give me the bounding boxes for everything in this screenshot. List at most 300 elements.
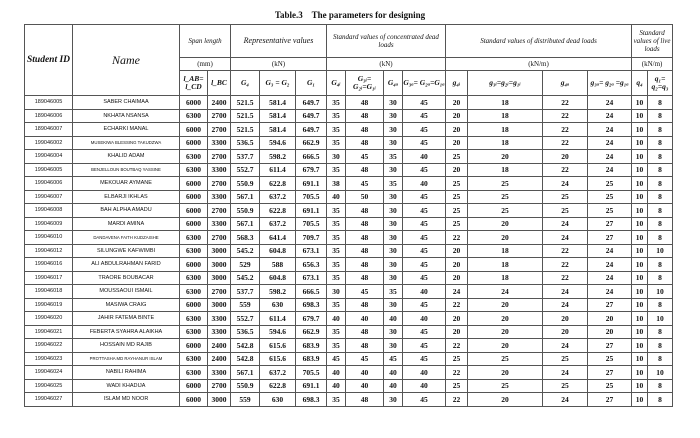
value-cell: 22 <box>543 163 588 177</box>
value-cell: 35 <box>327 217 346 231</box>
value-cell: 45 <box>403 109 446 123</box>
value-cell: 20 <box>468 393 543 407</box>
student-id-cell: 189046005 <box>25 96 73 110</box>
value-cell: 10 <box>632 177 648 191</box>
value-cell: 615.6 <box>260 352 296 366</box>
value-cell: 40 <box>384 366 403 380</box>
value-cell: 45 <box>403 123 446 137</box>
value-cell: 20 <box>446 136 468 150</box>
table-row <box>25 285 673 299</box>
value-cell: 24 <box>543 366 588 380</box>
value-cell: 598.2 <box>260 285 296 299</box>
table-row <box>25 271 673 285</box>
value-cell: 6000 <box>180 258 208 272</box>
value-cell: 542.8 <box>231 352 260 366</box>
value-cell: 30 <box>384 258 403 272</box>
value-cell: 24 <box>588 109 632 123</box>
caption-title: The parameters for designing <box>311 10 426 20</box>
value-cell: 691.1 <box>296 379 327 393</box>
value-cell: 8 <box>648 96 673 110</box>
value-cell: 35 <box>384 150 403 164</box>
value-cell: 8 <box>648 163 673 177</box>
value-cell: 10 <box>632 204 648 218</box>
header-distributed-loads: Standard values of distributed dead loads <box>446 25 632 58</box>
student-name-cell: ISLAM MD NOOR <box>73 393 180 407</box>
value-cell: 22 <box>543 244 588 258</box>
value-cell: 30 <box>384 136 403 150</box>
value-cell: 8 <box>648 177 673 191</box>
value-cell: 18 <box>468 123 543 137</box>
value-cell: 698.3 <box>296 393 327 407</box>
unit-knm-distributed: (kN/m) <box>446 58 632 71</box>
value-cell: 536.5 <box>231 325 260 339</box>
student-name-cell: MEKOUAR AYMANE <box>73 177 180 191</box>
value-cell: 35 <box>327 339 346 353</box>
value-cell: 25 <box>543 190 588 204</box>
value-cell: 10 <box>632 136 648 150</box>
value-cell: 45 <box>403 190 446 204</box>
value-cell: 40 <box>327 190 346 204</box>
value-cell: 48 <box>346 123 384 137</box>
value-cell: 568.3 <box>231 231 260 245</box>
value-cell: 705.5 <box>296 190 327 204</box>
value-cell: 40 <box>403 312 446 326</box>
header-live-loads: Standard values of live loads <box>632 25 673 58</box>
value-cell: 705.5 <box>296 217 327 231</box>
value-cell: 18 <box>468 271 543 285</box>
value-cell: 630 <box>260 393 296 407</box>
value-cell: 20 <box>468 339 543 353</box>
value-cell: 40 <box>346 366 384 380</box>
student-name-cell: SABER CHAIMAA <box>73 96 180 110</box>
value-cell: 25 <box>468 204 543 218</box>
value-cell: 6300 <box>180 163 208 177</box>
student-name-cell: BENJELLOUN BOUTBAQ YASSINE <box>73 163 180 177</box>
value-cell: 22 <box>446 231 468 245</box>
value-cell: 45 <box>327 352 346 366</box>
value-cell: 35 <box>327 258 346 272</box>
value-cell: 45 <box>403 163 446 177</box>
student-name-cell: MARDI AMINA <box>73 217 180 231</box>
value-cell: 622.8 <box>260 204 296 218</box>
value-cell: 18 <box>468 244 543 258</box>
value-cell: 48 <box>346 325 384 339</box>
value-cell: 45 <box>403 298 446 312</box>
value-cell: 22 <box>543 96 588 110</box>
value-cell: 2400 <box>208 339 231 353</box>
value-cell: 35 <box>327 244 346 258</box>
value-cell: 6300 <box>180 150 208 164</box>
student-id-cell: 199046002 <box>25 136 73 150</box>
value-cell: 48 <box>346 244 384 258</box>
value-cell: 542.8 <box>231 339 260 353</box>
table-row <box>25 109 673 123</box>
student-id-cell: 199046016 <box>25 258 73 272</box>
value-cell: 24 <box>588 136 632 150</box>
value-cell: 10 <box>648 285 673 299</box>
value-cell: 45 <box>403 325 446 339</box>
value-cell: 24 <box>446 285 468 299</box>
value-cell: 45 <box>403 393 446 407</box>
value-cell: 48 <box>346 258 384 272</box>
value-cell: 40 <box>403 379 446 393</box>
value-cell: 6300 <box>180 271 208 285</box>
value-cell: 24 <box>588 271 632 285</box>
table-row <box>25 258 673 272</box>
value-cell: 683.9 <box>296 339 327 353</box>
value-cell: 673.1 <box>296 244 327 258</box>
value-cell: 611.4 <box>260 163 296 177</box>
value-cell: 8 <box>648 190 673 204</box>
student-id-cell: 199046020 <box>25 312 73 326</box>
value-cell: 20 <box>543 325 588 339</box>
table-row <box>25 366 673 380</box>
value-cell: 691.1 <box>296 204 327 218</box>
value-cell: 8 <box>648 204 673 218</box>
value-cell: 6300 <box>180 285 208 299</box>
value-cell: 10 <box>648 366 673 380</box>
value-cell: 27 <box>588 393 632 407</box>
value-cell: 35 <box>327 231 346 245</box>
value-cell: 8 <box>648 271 673 285</box>
value-cell: 6000 <box>180 204 208 218</box>
value-cell: 10 <box>632 123 648 137</box>
value-cell: 40 <box>384 312 403 326</box>
student-name-cell: NKHATA NSANSA <box>73 109 180 123</box>
student-id-cell: 199046022 <box>25 339 73 353</box>
value-cell: 25 <box>468 190 543 204</box>
value-cell: 550.9 <box>231 379 260 393</box>
value-cell: 30 <box>384 96 403 110</box>
value-cell: 691.1 <box>296 177 327 191</box>
value-cell: 567.1 <box>231 366 260 380</box>
value-cell: 2700 <box>208 204 231 218</box>
header-name: Name <box>73 25 180 96</box>
value-cell: 521.5 <box>231 109 260 123</box>
value-cell: 567.1 <box>231 190 260 204</box>
value-cell: 40 <box>384 379 403 393</box>
value-cell: 25 <box>588 177 632 191</box>
table-row <box>25 204 673 218</box>
value-cell: 35 <box>327 96 346 110</box>
value-cell: 698.3 <box>296 298 327 312</box>
table-row <box>25 190 673 204</box>
value-cell: 20 <box>468 366 543 380</box>
value-cell: 20 <box>446 96 468 110</box>
value-cell: 3300 <box>208 136 231 150</box>
student-name-cell: HOSSAIN MD RAJIB <box>73 339 180 353</box>
student-id-cell: 199046007 <box>25 190 73 204</box>
value-cell: 6000 <box>180 190 208 204</box>
parameters-table <box>24 24 673 407</box>
value-cell: 649.7 <box>296 123 327 137</box>
value-cell: 30 <box>384 339 403 353</box>
column-header: l_BC <box>208 71 231 96</box>
value-cell: 45 <box>403 204 446 218</box>
value-cell: 35 <box>327 136 346 150</box>
value-cell: 20 <box>588 312 632 326</box>
header-concentrated-loads: Standard values of concentrated dead loads <box>327 25 446 58</box>
value-cell: 8 <box>648 379 673 393</box>
value-cell: 604.8 <box>260 271 296 285</box>
table-row <box>25 298 673 312</box>
student-id-cell: 189046007 <box>25 123 73 137</box>
value-cell: 6000 <box>180 379 208 393</box>
value-cell: 25 <box>588 352 632 366</box>
value-cell: 24 <box>543 285 588 299</box>
value-cell: 673.1 <box>296 271 327 285</box>
student-id-cell: 199046006 <box>25 177 73 191</box>
value-cell: 594.6 <box>260 136 296 150</box>
value-cell: 550.9 <box>231 177 260 191</box>
value-cell: 8 <box>648 231 673 245</box>
value-cell: 45 <box>403 258 446 272</box>
value-cell: 18 <box>468 163 543 177</box>
value-cell: 552.7 <box>231 163 260 177</box>
value-cell: 48 <box>346 393 384 407</box>
value-cell: 10 <box>632 271 648 285</box>
value-cell: 3000 <box>208 271 231 285</box>
value-cell: 683.9 <box>296 352 327 366</box>
value-cell: 10 <box>632 298 648 312</box>
value-cell: 30 <box>384 163 403 177</box>
table-row <box>25 339 673 353</box>
student-name-cell: DANDAVENA FAITH KUDZAISHE <box>73 231 180 245</box>
value-cell: 24 <box>588 244 632 258</box>
value-cell: 6000 <box>180 123 208 137</box>
value-cell: 40 <box>403 177 446 191</box>
value-cell: 550.9 <box>231 204 260 218</box>
student-name-cell: MOUSSAOUI ISMAIL <box>73 285 180 299</box>
value-cell: 20 <box>446 258 468 272</box>
value-cell: 521.5 <box>231 96 260 110</box>
value-cell: 10 <box>632 352 648 366</box>
student-id-cell: 199046008 <box>25 204 73 218</box>
value-cell: 45 <box>403 244 446 258</box>
value-cell: 6300 <box>180 352 208 366</box>
table-row <box>25 136 673 150</box>
value-cell: 537.7 <box>231 285 260 299</box>
value-cell: 20 <box>446 123 468 137</box>
value-cell: 3300 <box>208 366 231 380</box>
value-cell: 529 <box>231 258 260 272</box>
value-cell: 6000 <box>180 136 208 150</box>
value-cell: 25 <box>446 150 468 164</box>
student-id-cell: 199046018 <box>25 285 73 299</box>
value-cell: 35 <box>384 285 403 299</box>
value-cell: 10 <box>632 312 648 326</box>
value-cell: 588 <box>260 258 296 272</box>
value-cell: 48 <box>346 298 384 312</box>
value-cell: 48 <box>346 231 384 245</box>
value-cell: 45 <box>403 339 446 353</box>
value-cell: 35 <box>327 298 346 312</box>
value-cell: 594.6 <box>260 325 296 339</box>
value-cell: 8 <box>648 217 673 231</box>
caption-label: Table.3 <box>274 10 303 20</box>
column-header: G₃ᵢ= G₂ᵢ=G₁ᵢ <box>346 71 384 96</box>
value-cell: 581.4 <box>260 123 296 137</box>
value-cell: 35 <box>327 109 346 123</box>
student-name-cell: FEBERTA SYAHRA ALAIKHA <box>73 325 180 339</box>
value-cell: 3000 <box>208 244 231 258</box>
value-cell: 641.4 <box>260 231 296 245</box>
value-cell: 598.2 <box>260 150 296 164</box>
value-cell: 6300 <box>180 244 208 258</box>
value-cell: 25 <box>446 204 468 218</box>
value-cell: 8 <box>648 109 673 123</box>
value-cell: 3300 <box>208 190 231 204</box>
value-cell: 25 <box>446 217 468 231</box>
value-cell: 30 <box>327 285 346 299</box>
value-cell: 25 <box>543 352 588 366</box>
value-cell: 3300 <box>208 325 231 339</box>
value-cell: 3300 <box>208 163 231 177</box>
column-header: q₁= q₂=q₃ <box>648 71 673 96</box>
value-cell: 24 <box>543 393 588 407</box>
value-cell: 27 <box>588 298 632 312</box>
value-cell: 25 <box>468 177 543 191</box>
table-row <box>25 244 673 258</box>
value-cell: 10 <box>632 231 648 245</box>
table-row <box>25 393 673 407</box>
value-cell: 6000 <box>180 393 208 407</box>
unit-kn-concentrated: (kN) <box>327 58 446 71</box>
value-cell: 20 <box>468 312 543 326</box>
value-cell: 30 <box>384 190 403 204</box>
value-cell: 611.4 <box>260 312 296 326</box>
value-cell: 48 <box>346 109 384 123</box>
value-cell: 6000 <box>180 339 208 353</box>
value-cell: 10 <box>632 393 648 407</box>
value-cell: 637.2 <box>260 217 296 231</box>
value-cell: 24 <box>543 339 588 353</box>
value-cell: 45 <box>403 231 446 245</box>
student-name-cell: BAH ALPHA AMADU <box>73 204 180 218</box>
value-cell: 545.2 <box>231 244 260 258</box>
value-cell: 2400 <box>208 96 231 110</box>
student-id-cell: 199046005 <box>25 163 73 177</box>
value-cell: 622.8 <box>260 177 296 191</box>
value-cell: 8 <box>648 136 673 150</box>
value-cell: 18 <box>468 136 543 150</box>
value-cell: 24 <box>588 96 632 110</box>
value-cell: 6000 <box>180 177 208 191</box>
value-cell: 24 <box>543 231 588 245</box>
table-row <box>25 123 673 137</box>
value-cell: 20 <box>468 150 543 164</box>
column-header: g₃ᵢ=g₂ᵢ=g₁ᵢ <box>468 71 543 96</box>
value-cell: 10 <box>632 339 648 353</box>
value-cell: 6300 <box>180 231 208 245</box>
value-cell: 24 <box>468 285 543 299</box>
value-cell: 2400 <box>208 352 231 366</box>
value-cell: 25 <box>588 190 632 204</box>
student-id-cell: 199046025 <box>25 379 73 393</box>
value-cell: 45 <box>403 136 446 150</box>
value-cell: 2700 <box>208 379 231 393</box>
value-cell: 20 <box>543 312 588 326</box>
student-id-cell: 189046006 <box>25 109 73 123</box>
value-cell: 8 <box>648 258 673 272</box>
value-cell: 705.5 <box>296 366 327 380</box>
value-cell: 35 <box>327 325 346 339</box>
value-cell: 3300 <box>208 312 231 326</box>
value-cell: 38 <box>327 177 346 191</box>
value-cell: 537.7 <box>231 150 260 164</box>
value-cell: 521.5 <box>231 123 260 137</box>
value-cell: 622.8 <box>260 379 296 393</box>
table-row <box>25 96 673 110</box>
value-cell: 679.7 <box>296 163 327 177</box>
value-cell: 8 <box>648 325 673 339</box>
student-name-cell: KHALID ADAM <box>73 150 180 164</box>
value-cell: 10 <box>632 366 648 380</box>
value-cell: 22 <box>543 271 588 285</box>
value-cell: 48 <box>346 217 384 231</box>
value-cell: 25 <box>588 379 632 393</box>
value-cell: 35 <box>327 204 346 218</box>
value-cell: 30 <box>384 217 403 231</box>
value-cell: 2700 <box>208 285 231 299</box>
value-cell: 8 <box>648 352 673 366</box>
value-cell: 2700 <box>208 231 231 245</box>
value-cell: 10 <box>648 312 673 326</box>
header-representative-values: Representative values <box>231 25 327 58</box>
value-cell: 6300 <box>180 109 208 123</box>
value-cell: 30 <box>384 109 403 123</box>
value-cell: 40 <box>403 366 446 380</box>
value-cell: 40 <box>403 285 446 299</box>
value-cell: 27 <box>588 366 632 380</box>
student-name-cell: TRAORE BOUBACAR <box>73 271 180 285</box>
value-cell: 27 <box>588 339 632 353</box>
unit-knm-live: (kN/m) <box>632 58 673 71</box>
value-cell: 10 <box>632 244 648 258</box>
value-cell: 20 <box>446 109 468 123</box>
value-cell: 18 <box>468 109 543 123</box>
value-cell: 30 <box>384 244 403 258</box>
column-header: G₄ <box>231 71 260 96</box>
value-cell: 30 <box>384 231 403 245</box>
table-row <box>25 312 673 326</box>
student-name-cell: NABILI RAHIMA <box>73 366 180 380</box>
column-header: G₁ <box>296 71 327 96</box>
value-cell: 48 <box>346 271 384 285</box>
student-id-cell: 199046004 <box>25 150 73 164</box>
value-cell: 6000 <box>180 217 208 231</box>
value-cell: 24 <box>543 177 588 191</box>
value-cell: 40 <box>327 379 346 393</box>
value-cell: 567.1 <box>231 217 260 231</box>
value-cell: 679.7 <box>296 312 327 326</box>
value-cell: 35 <box>327 163 346 177</box>
value-cell: 24 <box>588 163 632 177</box>
value-cell: 45 <box>346 150 384 164</box>
column-header: g₄ₐ <box>543 71 588 96</box>
value-cell: 30 <box>384 123 403 137</box>
value-cell: 35 <box>327 123 346 137</box>
value-cell: 27 <box>588 231 632 245</box>
value-cell: 20 <box>468 217 543 231</box>
column-header: G₄ₐ <box>384 71 403 96</box>
value-cell: 25 <box>446 379 468 393</box>
value-cell: 45 <box>346 177 384 191</box>
value-cell: 22 <box>446 339 468 353</box>
value-cell: 45 <box>403 96 446 110</box>
value-cell: 8 <box>648 393 673 407</box>
value-cell: 2700 <box>208 123 231 137</box>
